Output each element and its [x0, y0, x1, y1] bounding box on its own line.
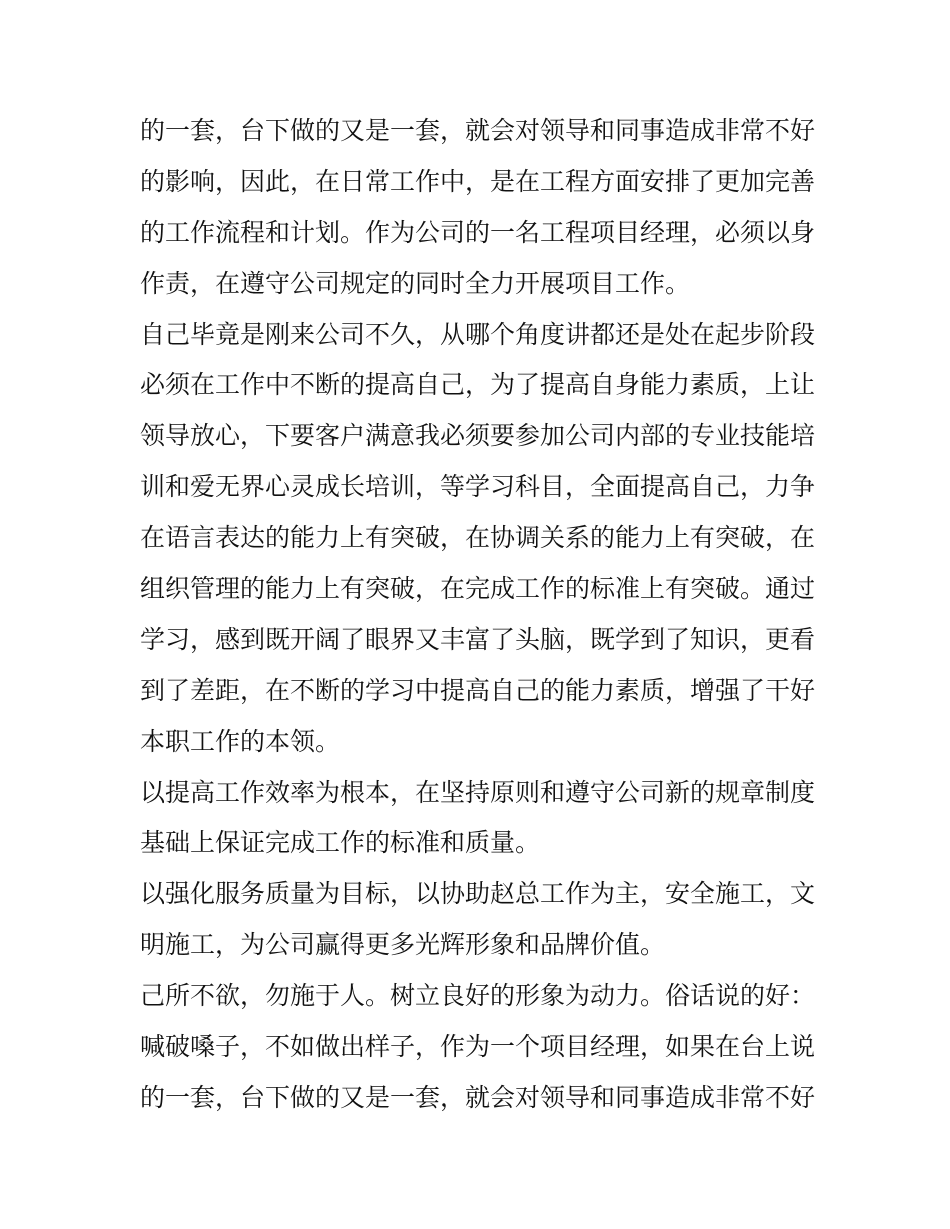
body-text: [140, 106, 820, 1124]
text-line: 本职工作的本领。: [140, 726, 341, 756]
text-line: 组织管理的能力上有突破，在完成工作的标准上有突破。通过: [140, 574, 816, 604]
text-line: 必须在工作中不断的提高自己，为了提高自身能力素质，上让: [140, 370, 816, 400]
text-line: 以提高工作效率为根本，在坚持原则和遵守公司新的规章制度: [140, 777, 816, 807]
text-line: 己所不欲，勿施于人。树立良好的形象为动力。俗话说的好：: [140, 981, 816, 1011]
text-line: 学习，感到既开阔了眼界又丰富了头脑，既学到了知识，更看: [140, 624, 816, 654]
text-line: 明施工，为公司赢得更多光辉形象和品牌价值。: [140, 930, 666, 960]
text-line: 自己毕竟是刚来公司不久，从哪个角度讲都还是处在起步阶段: [140, 319, 816, 349]
text-line: 的工作流程和计划。作为公司的一名工程项目经理，必须以身: [140, 217, 816, 247]
text-line: 到了差距，在不断的学习中提高自己的能力素质，增强了干好: [140, 675, 816, 705]
text-line: 在语言表达的能力上有突破，在协调关系的能力上有突破，在: [140, 523, 816, 553]
text-line: 作责，在遵守公司规定的同时全力开展项目工作。: [140, 268, 691, 298]
text-line: 喊破嗓子，不如做出样子，作为一个项目经理，如果在台上说: [140, 1032, 816, 1062]
text-line: 训和爱无界心灵成长培训，等学习科目，全面提高自己，力争: [140, 472, 816, 502]
text-line: 的一套，台下做的又是一套，就会对领导和同事造成非常不好: [140, 116, 816, 145]
text-line: 领导放心，下要客户满意我必须要参加公司内部的专业技能培: [140, 421, 816, 451]
text-line: 的影响，因此，在日常工作中，是在工程方面安排了更加完善: [140, 166, 816, 196]
text-line: 以强化服务质量为目标，以协助赵总工作为主，安全施工，文: [140, 879, 816, 909]
text-line: 的一套，台下做的又是一套，就会对领导和同事造成非常不好: [140, 1082, 816, 1112]
text-line: 基础上保证完成工作的标准和质量。: [140, 828, 541, 858]
